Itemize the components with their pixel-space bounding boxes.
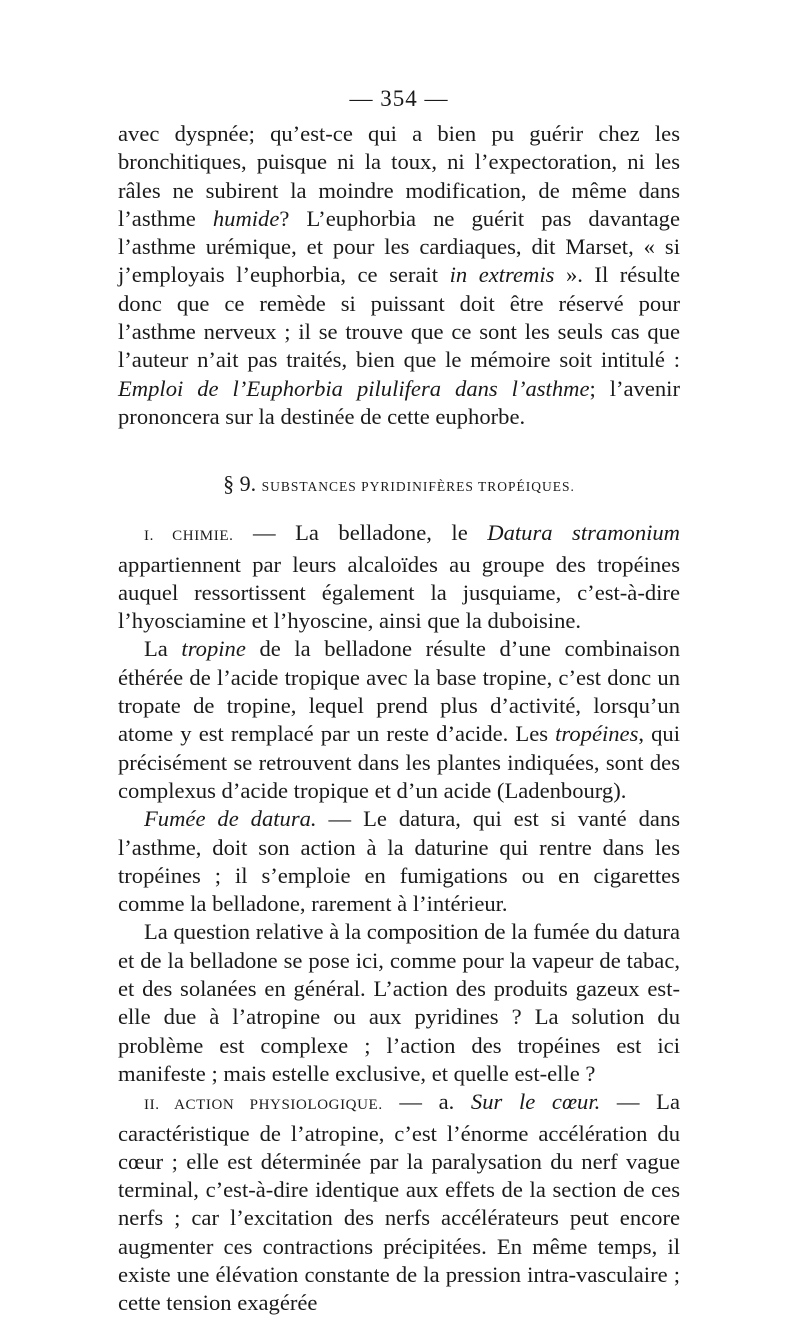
paragraph-text: appartiennent par leurs alcaloïdes au groupe des tropéines auquel ressortissent également la jusquiame, c’est-à-dire l’hyosciamine et l’hyoscine, ainsi que la duboisine.	[118, 551, 680, 634]
paragraph-asthma-euphorbia	[118, 120, 680, 431]
page-number: — 354 —	[349, 86, 449, 111]
paragraph-text: — Le datura, qui est si vanté dans l’asthme, doit son action à la daturine qui rentre dans les tropéines ; il s’emploie en fumigations ou en cigarettes comme la belladone, rarement à l’intérieur.	[118, 806, 681, 917]
italic-term: tropine	[181, 636, 246, 662]
paragraph-text: de la belladone résulte d’une combinaison éthérée de l’acide tropique avec la base tropine, c’est donc un tropate de tropine, lequel prend plus d’activité, lorsqu’un atome y est remplacé par un reste d’acide. Les	[118, 636, 680, 747]
paragraph-text: ; l’avenir prononcera sur la destinée de cette euphorbe.	[118, 375, 680, 429]
italic-subheading: Fumée de datura.	[144, 806, 317, 832]
paragraph-text: — La caractéristique de l’atropine, c’est l’énorme accélération du cœur ; elle est déterminée par la paralysation du nerf vague terminal, c’est-à-dire identique aux effets de la section de ces nerfs ; car l’excitation des nerfs accélérateurs peut encore augmenter ces contractions précipitées. En même temps, il existe une élévation constante de la pression intra-vasculaire ; cette tension exagérée	[118, 1089, 680, 1316]
paragraph-text: ? L’euphorbia ne guérit pas davantage l’asthme urémique, et pour les cardiaques, dit Marset, « si j’employais l’euphorbia, ce serait	[118, 205, 680, 288]
subsection-lead: I. CHIMIE.	[144, 528, 234, 545]
paragraph-text: ». Il résulte donc que ce remède si puissant doit être réservé pour l’asthme nerveux ; il se trouve que ce sont les seuls cas que l’auteur n’ait pas traités, bien que le mémoire soit intitulé :	[118, 262, 680, 373]
italic-title: Emploi de l’Euphorbia pilulifera dans l’asthme	[118, 375, 590, 401]
book-page	[118, 84, 680, 1318]
subsection-lead: II. ACTION PHYSIOLOGIQUE.	[144, 1097, 383, 1114]
paragraph-text: avec dyspnée; qu’est-ce qui a bien pu guérir chez les bronchitiques, puisque ni la toux, ni l’expectoration, ni les râles ne subirent la moindre modification, de même dans l’asthme	[118, 121, 680, 231]
italic-term: Datura stramonium	[487, 520, 681, 546]
paragraph-tropine	[118, 635, 680, 805]
section-title: SUBSTANCES PYRIDINIFÈRES TROPÉIQUES.	[261, 479, 575, 495]
section-mark: § 9.	[223, 471, 257, 497]
paragraph-text: La question relative à la composition de la fumée du datura et de la belladone se pose ici, comme pour la vapeur de tabac, et des solanées en général. L’action des produits gazeux est-elle due à l’atropine ou aux pyridines ? La solution du problème est complexe ; l’action des tropéines est ici manifeste ; mais estelle exclusive, et quelle est-elle ?	[118, 919, 680, 1086]
paragraph-action-physiologique	[118, 1088, 680, 1317]
paragraph-text: — La belladone, le	[233, 520, 488, 546]
italic-term: humide	[212, 205, 280, 231]
paragraph-chimie	[118, 519, 680, 635]
italic-term: tropéines	[555, 721, 639, 747]
paragraph-question	[118, 918, 680, 1088]
paragraph-text: , qui précisément se retrouvent dans les plantes indiquées, sont des complexus d’acide tropique et d’un acide (Ladenbourg).	[118, 721, 680, 803]
paragraph-text: — a.	[382, 1089, 471, 1115]
section-heading	[118, 467, 680, 501]
paragraph-fumee-datura	[118, 805, 680, 918]
paragraph-text: La	[144, 636, 182, 662]
italic-term: in extremis	[449, 262, 555, 288]
italic-subheading: Sur le cœur.	[470, 1089, 601, 1115]
